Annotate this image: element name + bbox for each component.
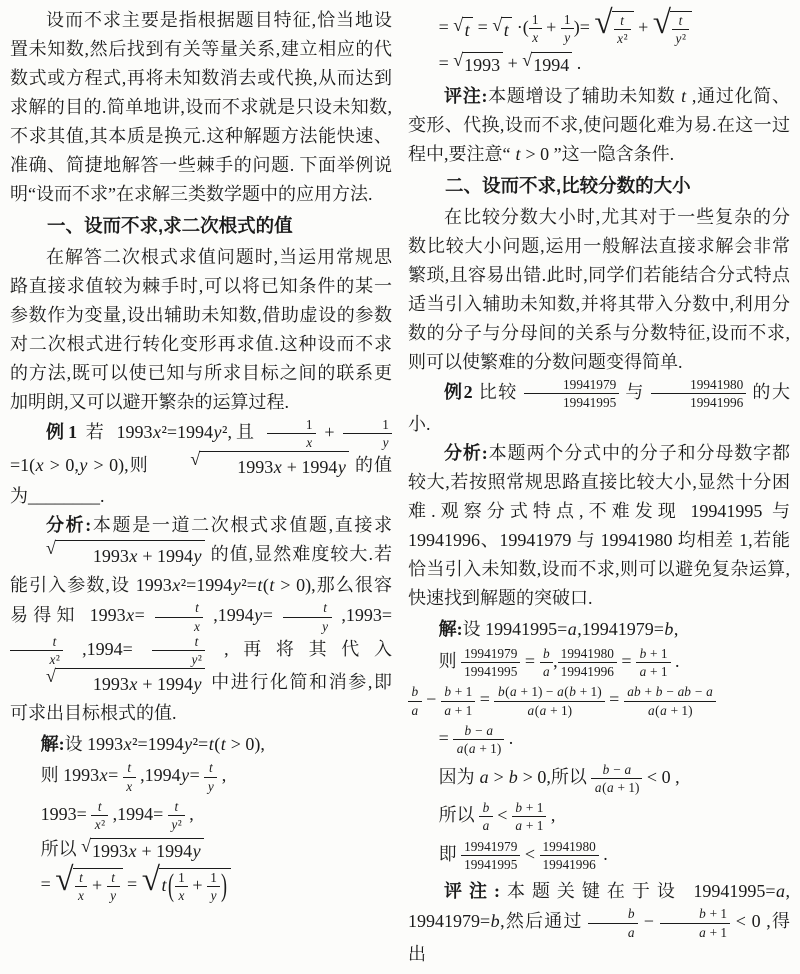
right-column	[408, 6, 790, 974]
math-variable: y	[564, 30, 571, 46]
fraction: $\frac{1}{x}$	[267, 417, 316, 451]
math-variable: a	[776, 881, 785, 902]
fraction	[283, 600, 332, 634]
math-variable: x	[306, 435, 313, 451]
math-variable: t	[97, 799, 102, 814]
math-line: = $\frac{b - a}{a(a + 1)}$ .	[438, 723, 514, 757]
paragraph: 例1 若 1993x²=1994y²,且 $\frac{1}{x}$ + $\frac{1}{y}$ =1(x > 0,y > 0),则 √ 1993x + 1994y 的值为________.	[10, 417, 392, 506]
radical: √ 1994	[522, 52, 572, 77]
math-line: 所以 $\frac{b}{a}$ < $\frac{b + 1}{a + 1}$ ,	[438, 800, 556, 834]
math-variable: x	[194, 618, 200, 634]
math-variable: b	[464, 723, 472, 738]
math-variable: a	[543, 664, 550, 680]
math-line: 即 $\frac{19941979}{19941995}$ < $\frac{19941980}{19941996}$ .	[438, 838, 608, 873]
math-variable: a	[456, 741, 464, 757]
math-variable: t	[323, 600, 327, 616]
bold-label: 评注:	[444, 85, 488, 106]
math-variable: a	[482, 818, 490, 834]
math-variable: y	[184, 733, 193, 754]
math-variable: t	[208, 760, 213, 776]
fraction: $\frac{19941980}{19941996}$	[558, 646, 617, 680]
fraction: $\frac{1}{y}$	[343, 417, 392, 451]
radical-sign-icon: √	[492, 14, 503, 35]
fraction: $\frac{19941979}{19941995}$	[524, 377, 619, 411]
math-variable: a	[594, 779, 602, 795]
math-variable: t	[52, 633, 57, 649]
fraction: $\frac{t}{\text{y²}}$	[168, 799, 185, 833]
math-variable: b	[490, 911, 500, 932]
math-variable: t	[220, 733, 226, 754]
fraction: $\frac{b + 1}{a + 1}$	[441, 684, 475, 718]
paragraph: 设而不求主要是指根据题目特征,恰当地设置未知数,然后找到有关等量关系,建立相应的代数式或方程式,再将未知数消去或代换,从而达到求解的目的.简单地讲,设而不求就是只设未知数,不求其值,其本质是换元.这种解题方法能快速、准确、简捷地解答一些棘手的问题. 下面举例说明“设而不求”在求解三类数学题中的应用方法.	[10, 10, 392, 204]
radical	[453, 14, 473, 42]
math-variable: b	[411, 684, 419, 700]
bold-label: 例2	[444, 381, 473, 402]
math-variable: t	[111, 869, 115, 885]
math-variable: y	[322, 618, 329, 634]
math-variable: a	[468, 741, 476, 757]
radical-sign-icon: √	[594, 4, 613, 41]
math-variable: y	[193, 673, 202, 694]
fraction	[107, 870, 120, 904]
math-line: 1993= $\frac{t}{\text{x²}}$ ,1994= $\frac{t}{\text{y²}}$ ,	[40, 799, 194, 833]
math-variable: b	[497, 684, 505, 700]
math-variable: y	[382, 435, 389, 451]
fraction	[204, 760, 217, 794]
bold-label: 解:	[438, 619, 463, 640]
paragraph: 评注:本题增设了辅助未知数 t ,通过化简、变形、代换,设而不求,使问题化难为易.在这一过程中,要注意“ t > 0 ”这一隐含条件.	[408, 85, 791, 164]
math-variable: y	[79, 454, 88, 475]
math-variable: a	[648, 702, 655, 718]
math-variable: t	[79, 869, 83, 885]
math-variable: y	[110, 888, 117, 904]
math-variable: b	[444, 684, 451, 700]
radical	[492, 14, 512, 42]
math-variable: t	[515, 143, 521, 164]
radical-sign-icon: √	[46, 665, 56, 686]
fraction: $\frac{t}{\text{x²}}$	[10, 634, 63, 668]
math-variable: t	[464, 19, 470, 40]
math-line: 因为 a > b > 0,所以 $\frac{b - a}{a(a + 1)}$ < 0 ,	[438, 761, 680, 795]
math-variable: a	[660, 702, 667, 718]
math-variable: b	[482, 800, 490, 816]
math-variable: t	[194, 633, 199, 649]
math-variable: y	[254, 605, 263, 626]
math-variable: x	[128, 841, 137, 862]
paragraph: 评注:本题关键在于设 19941995=a, 19941979=b,然后通过 $\frac{b}{a}$ − $\frac{b + 1}{a + 1}$ < 0 ,得出	[408, 881, 791, 964]
math-variable: b	[627, 906, 635, 922]
math-variable: t	[174, 799, 179, 814]
radical-sign-icon: √	[55, 860, 74, 898]
section-heading: 一、设而不求,求二次根式的值	[47, 215, 293, 236]
bold-label: 分析:	[444, 443, 488, 464]
math-variable: a	[486, 723, 493, 738]
radical-sign-icon: √	[46, 538, 56, 559]
fraction	[75, 870, 88, 904]
math-variable: x	[35, 454, 44, 475]
radical: √ 1993x + 1994y	[154, 451, 349, 482]
paragraph: 在比较分数大小时,尤其对于一些复杂的分数比较大小问题,运用一般解法直接求解会非常繁琐,且容易出错.此时,同学们若能结合分式特点适当引入辅助未知数,并将其带入分数中,利用分数的分子与分母间的关系与分数特征,设而不求,则可以使繁难的分数问题变得简单.	[408, 206, 790, 372]
math-variable: y	[210, 888, 217, 904]
radical-sign-icon: √	[190, 448, 201, 469]
math-variable: x	[129, 546, 138, 567]
radical	[594, 4, 633, 47]
fraction: $\frac{19941979}{19941995}$	[461, 839, 520, 873]
math-variable: b	[543, 645, 550, 661]
fraction	[540, 646, 554, 680]
math-variable: t	[503, 19, 509, 40]
section-heading: 二、设而不求,比较分数的大小	[445, 174, 691, 196]
math-variable: a	[607, 779, 614, 795]
math-variable: a	[639, 664, 647, 680]
radical-sign-icon: √	[522, 50, 533, 71]
math-variable: b	[655, 684, 663, 700]
math-variable: y	[192, 841, 201, 862]
math-variable: t	[678, 13, 683, 28]
fraction	[408, 684, 422, 718]
paragraph: 分析:本题两个分式中的分子和分母数字都较大,若按照常规思路直接比较大小,显然十分困难.观察分式特点,不难发现 19941995 与 19941996、19941979 与 19941980 均相差 1,若能恰当引入未知数,设而不求,则可以避免复杂运算,快速找到解题的突破口.	[408, 443, 791, 609]
fraction: $\frac{19941979}{19941995}$	[461, 646, 520, 680]
bold-label: 分析:	[46, 514, 92, 535]
bold-label: 评注:	[444, 881, 500, 902]
math-variable: ab	[677, 684, 691, 700]
math-variable: y	[191, 652, 198, 668]
math-line: 解:设 1993x²=1994y²=t(t > 0),	[40, 733, 265, 754]
math-variable: a	[510, 684, 517, 700]
math-variable: a	[515, 818, 523, 834]
math-variable: x	[129, 673, 138, 694]
radical-sign-icon: √	[453, 50, 464, 71]
math-variable: y	[171, 817, 178, 833]
math-variable: b	[515, 800, 523, 816]
math-line: $\frac{b}{a}$ − $\frac{b + 1}{a + 1}$ = $\frac{b(a + 1) - a(b + 1)}{a(a + 1)}$ = $\frac{ab + b - ab - a}{a(a + 1)}$	[408, 684, 790, 718]
math-variable: t	[127, 760, 132, 776]
left-column	[10, 6, 392, 974]
math-variable: x	[49, 652, 56, 668]
radical-sign-icon: √	[652, 4, 672, 41]
math-variable: t	[681, 85, 687, 106]
math-line: 则 1993x= $\frac{t}{x}$ ,1994y= $\frac{t}{y}$ ,	[40, 760, 227, 794]
math-variable: x	[99, 765, 108, 786]
math-variable: a	[557, 684, 564, 700]
math-variable: y	[213, 421, 222, 442]
radical: √ 1993x + 1994y	[10, 540, 205, 571]
math-variable: ab	[627, 684, 641, 700]
math-variable: b	[664, 619, 674, 640]
fraction	[155, 600, 204, 634]
fraction: $\frac{b + 1}{a + 1}$	[636, 646, 670, 680]
math-variable: x	[126, 778, 133, 794]
math-line: 则 $\frac{19941979}{19941995}$ = $\frac{b}{a}$ , $\frac{19941980}{19941996}$ = $\frac{b + 1}{a + 1}$ .	[438, 645, 680, 680]
radical	[652, 4, 692, 47]
math-variable: x	[94, 817, 101, 833]
math-variable: x	[532, 30, 539, 46]
fraction: $\frac{t}{\text{y²}}$	[672, 13, 689, 47]
radical: √ $\frac{t}{x}$ + $\frac{t}{y}$	[55, 868, 122, 904]
paragraph: 例2 比较 $\frac{19941979}{19941995}$ 与 $\frac{19941980}{19941996}$ 的大小.	[408, 376, 791, 435]
math-variable: a	[699, 924, 706, 940]
fraction: $\frac{ab + b - ab - a}{a(a + 1)}$	[624, 684, 716, 718]
fraction: $\frac{t}{\text{y²}}$	[152, 634, 205, 668]
fraction: $\frac{1}{y}$	[561, 12, 574, 46]
math-variable: x	[152, 421, 161, 442]
fraction	[479, 800, 493, 834]
radical: √ t( $\frac{1}{x}$ + $\frac{1}{y}$ )	[142, 868, 231, 904]
bold-label: 解:	[40, 733, 65, 754]
math-variable: t	[161, 874, 167, 895]
math-variable: b	[508, 766, 518, 787]
paragraph: 分析:本题是一道二次根式求值题,直接求 √ 1993x + 1994y 的值,显然难度较大.若能引入参数,设 1993x²=1994y²=t(t > 0),那么很容易得知 1993x= $\frac{t}{x}$ ,1994y= $\frac{t}{y}$ ,1993= $\frac{t}{\text{x²}}$ ,1994= $\frac{t}{\text{y²}}$ ,再将其代入 √ 1993x + 1994y 中进行化简和消参,即可求出目标根式的值.	[10, 514, 393, 723]
math-variable: a	[624, 761, 632, 777]
math-variable: a	[567, 619, 577, 640]
math-variable: b	[569, 684, 576, 700]
math-variable: x	[123, 733, 132, 754]
math-variable: b	[639, 645, 647, 661]
fraction: $\frac{b + 1}{a + 1}$	[512, 800, 546, 834]
math-variable: t	[257, 575, 263, 596]
fraction: $\frac{19941980}{19941996}$	[540, 839, 599, 873]
math-variable: a	[411, 702, 419, 718]
fraction: $\frac{1}{y}$	[207, 870, 220, 904]
math-variable: x	[617, 31, 624, 47]
fraction: $\frac{b(a + 1) - a(b + 1)}{a(a + 1)}$	[494, 684, 604, 718]
math-variable: a	[706, 684, 713, 700]
math-variable: t	[208, 733, 214, 754]
math-line: 所以 √ 1993x + 1994y	[41, 838, 392, 863]
fraction: $\frac{1}{x}$	[175, 870, 188, 904]
fraction: $\frac{b - a}{a(a + 1)}$	[453, 723, 504, 757]
fraction: $\frac{t}{\text{x²}}$	[91, 799, 108, 833]
math-variable: y	[181, 765, 190, 786]
radical: √ 1993	[453, 52, 503, 77]
fraction: $\frac{t}{\text{x²}}$	[614, 13, 631, 47]
fraction: $\frac{1}{x}$	[529, 12, 542, 46]
fraction	[588, 906, 638, 940]
math-variable: y	[232, 575, 241, 596]
math-line: = √ t = √ t ·( $\frac{1}{x}$ + $\frac{1}{y}$ )= √ $\frac{t}{\text{x²}}$ + √ $\frac{t}{\text{y²}}$	[439, 11, 790, 47]
math-variable: t	[195, 600, 199, 616]
math-variable: y	[337, 456, 346, 477]
fraction: $\frac{b + 1}{a + 1}$	[660, 906, 730, 940]
big-paren: (	[167, 866, 174, 902]
math-variable: a	[627, 924, 635, 940]
math-variable: a	[479, 766, 489, 787]
math-variable: t	[620, 13, 624, 28]
radical: √ 1993x + 1994y	[10, 668, 205, 699]
radical-sign-icon: √	[81, 836, 91, 857]
math-variable: b	[699, 906, 706, 922]
math-variable: x	[126, 605, 135, 626]
math-line: = √ 1993 + √ 1994 .	[438, 50, 582, 76]
math-variable: y	[193, 546, 202, 567]
fraction	[123, 760, 136, 794]
math-variable: x	[273, 456, 282, 477]
math-variable: t	[269, 575, 275, 596]
big-paren: )	[220, 866, 227, 902]
math-variable: y	[675, 31, 682, 47]
radical-sign-icon: √	[141, 860, 160, 898]
math-variable: a	[444, 702, 451, 718]
math-variable: x	[178, 888, 185, 904]
math-variable: y	[207, 778, 214, 794]
bold-label: 例1	[46, 421, 78, 442]
math-variable: b	[602, 761, 610, 777]
math-line: 解:设 19941995=a,19941979=b,	[438, 619, 679, 640]
fraction: $\frac{b - a}{a(a + 1)}$	[591, 762, 642, 796]
math-variable: a	[527, 702, 535, 718]
radical-sign-icon: √	[453, 14, 464, 35]
math-variable: x	[78, 888, 84, 904]
fraction: $\frac{19941980}{19941996}$	[651, 377, 746, 411]
math-variable: a	[539, 702, 547, 718]
math-line: = √ $\frac{t}{x}$ + $\frac{t}{y}$ = √ t( $\frac{1}{x}$ + $\frac{1}{y}$ )	[41, 868, 392, 904]
paragraph: 在解答二次根式求值问题时,当运用常规思路直接求值较为棘手时,可以将已知条件的某一参数作为变量,设出辅助未知数,借助虚设的参数对二次根式进行转化变形再求值.这种设而不求的方法,既可以使已知与所求目标之间的联系更加明朗,又可以避开繁杂的运算过程.	[10, 247, 392, 412]
radical: √ 1993x + 1994y	[81, 838, 204, 863]
math-variable: x	[172, 575, 181, 596]
